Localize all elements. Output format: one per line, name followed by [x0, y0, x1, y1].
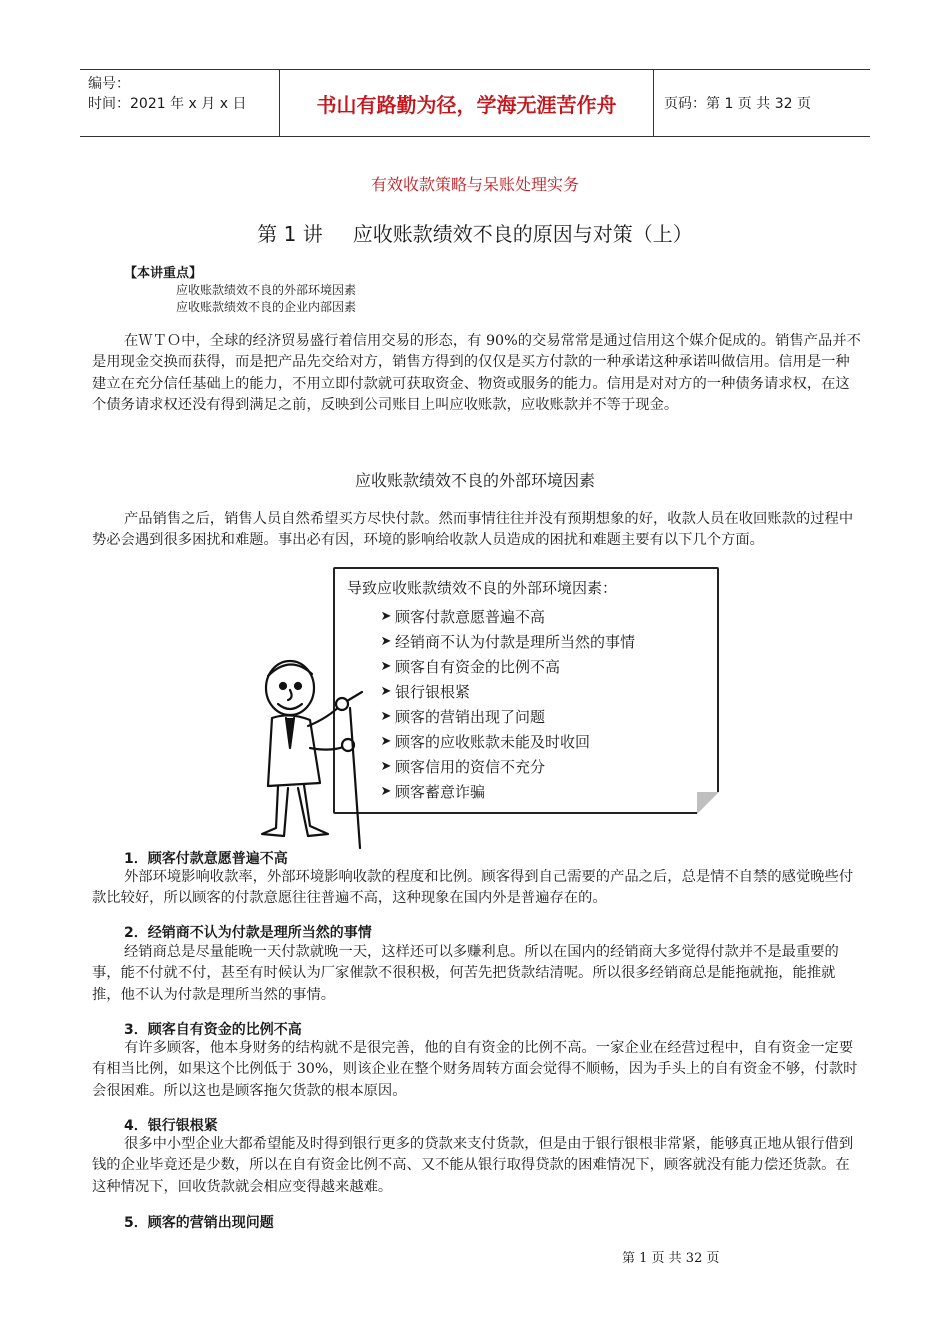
page-fold-corner — [697, 792, 719, 814]
section-title: 应收账款绩效不良的外部环境因素 — [354, 471, 595, 490]
arrow-bullet-icon: ➤ — [380, 784, 392, 799]
callout-title: 导致应收账款绩效不良的外部环境因素： — [347, 579, 618, 597]
subsection-title: 4．银行银根紧 — [124, 1118, 218, 1134]
subsection-text: 有许多顾客，他本身财务的结构就不是很完善，他的自有资金的比例不高。一家企业在经营过程中，自有资金一定要有相当比例，如果这个比例低于 30%，则该企业在整个财务周转方面会觉得不顺畅，因为手头上的自有资金不够，付款时会很困难。所以这也是顾客拖欠货款的根本原因。 — [92, 1040, 858, 1099]
callout-item — [379, 631, 635, 652]
callout-item — [379, 731, 590, 752]
header-page-info: 页码：第 1 页 共 32 页 — [664, 96, 811, 112]
presenter-figure-icon — [250, 648, 380, 858]
arrow-bullet-icon: ➤ — [380, 659, 392, 674]
key-point-item: 应收账款绩效不良的外部环境因素 — [176, 283, 357, 297]
factors-callout-board — [333, 567, 719, 814]
arrow-bullet-icon: ➤ — [380, 734, 392, 749]
subsection-text: 很多中小型企业大都希望能及时得到银行更多的贷款来支付货款，但是由于银行银根非常紧，能够真正地从银行借到钱的企业毕竟还是少数，所以在自有资金比例不高、又不能从银行取得贷款的困难情况下，顾客就没有能力偿还货款。在这种情况下，回收货款就会相应变得越来越难。 — [92, 1136, 854, 1195]
subsection-title: 2．经销商不认为付款是理所当然的事情 — [124, 925, 372, 941]
page-footer: 第 1 页 共 32 页 — [622, 1251, 720, 1266]
section-intro-paragraph — [92, 509, 862, 552]
callout-item — [379, 781, 485, 802]
subsection-paragraph — [92, 1134, 862, 1198]
callout-item — [379, 706, 545, 727]
header-meta — [80, 70, 280, 136]
callout-item-text: 顾客付款意愿普遍不高 — [395, 608, 546, 626]
document-header — [80, 69, 870, 137]
subsection-title: 5．顾客的营销出现问题 — [124, 1215, 274, 1231]
callout-item-text: 顾客的营销出现了问题 — [395, 708, 546, 726]
intro-paragraph — [92, 331, 862, 416]
header-motto: 书山有路勤为径，学海无涯苦作舟 — [280, 70, 654, 136]
key-point-item: 应收账款绩效不良的企业内部因素 — [176, 300, 357, 314]
subsection-text: 外部环境影响收款率，外部环境影响收款的程度和比例。顾客得到自己需要的产品之后，总是情不自禁的感觉晚些付款比较好，所以顾客的付款意愿往往普遍不高，这种现象在国内外是普遍存在的。 — [92, 869, 854, 907]
arrow-bullet-icon: ➤ — [380, 634, 392, 649]
subsection-text: 经销商总是尽量能晚一天付款就晚一天，这样还可以多赚利息。所以在国内的经销商大多觉得付款并不是最重要的事，能不付就不付，甚至有时候认为厂家催款不很积极，何苦先把货款结清呢。所以很多经销商总是能拖就拖，能推就推，他不认为付款是理所当然的事情。 — [92, 944, 839, 1003]
callout-item-text: 经销商不认为付款是理所当然的事情 — [395, 633, 636, 651]
subsection-paragraph — [92, 867, 862, 910]
key-points-label: 【本讲重点】 — [124, 266, 203, 281]
intro-text: 在ＷＴＯ中，全球的经济贸易盛行着信用交易的形态，有 90%的交易常常是通过信用这个媒介促成的。销售产品并不是用现金交换而获得，而是把产品先交给对方，销售方得到的仅仅是买方付款的一种承诺这种承诺叫做信用。信用是一种建立在充分信任基础上的能力，不用立即付款就可获取资金、物资或服务的能力。信用是对对方的一种债务请求权，在这个债务请求权还没有得到满足之前，反映到公司账目上叫应收账款，应收账款并不等于现金。 — [92, 333, 861, 413]
callout-item — [379, 656, 560, 677]
callout-item-text: 银行银根紧 — [395, 683, 471, 701]
section-intro-text: 产品销售之后，销售人员自然希望买方尽快付款。然而事情往往并没有预期想象的好，收款人员在收回账款的过程中势必会遇到很多困扰和难题。事出必有因，环境的影响给收款人员造成的困扰和难题主要有以下几个方面。 — [92, 511, 854, 549]
number-label: 编号： — [88, 76, 130, 92]
lecture-name: 应收账款绩效不良的原因与对策（上） — [352, 222, 693, 246]
arrow-bullet-icon: ➤ — [380, 684, 392, 699]
callout-item-text: 顾客自有资金的比例不高 — [395, 658, 561, 676]
subsection-paragraph — [92, 1038, 862, 1102]
arrow-bullet-icon: ➤ — [380, 759, 392, 774]
subsection-title: 3．顾客自有资金的比例不高 — [124, 1022, 302, 1038]
callout-item — [379, 681, 470, 702]
arrow-bullet-icon: ➤ — [380, 609, 392, 624]
subsection-paragraph — [92, 942, 862, 1006]
subsection-title: 1．顾客付款意愿普遍不高 — [124, 851, 288, 867]
course-title: 有效收款策略与呆账处理实务 — [370, 175, 579, 194]
date-line: 时间：2021 年 x 月 x 日 — [88, 96, 247, 112]
callout-item-text: 顾客蓄意诈骗 — [395, 783, 486, 801]
callout-item-text: 顾客的应收账款未能及时收回 — [395, 733, 591, 751]
arrow-bullet-icon: ➤ — [380, 709, 392, 724]
callout-item-text: 顾客信用的资信不充分 — [395, 758, 546, 776]
lecture-number: 第 1 讲 — [257, 222, 323, 246]
callout-item — [379, 756, 545, 777]
lecture-title — [0, 218, 950, 247]
callout-item — [379, 606, 545, 627]
